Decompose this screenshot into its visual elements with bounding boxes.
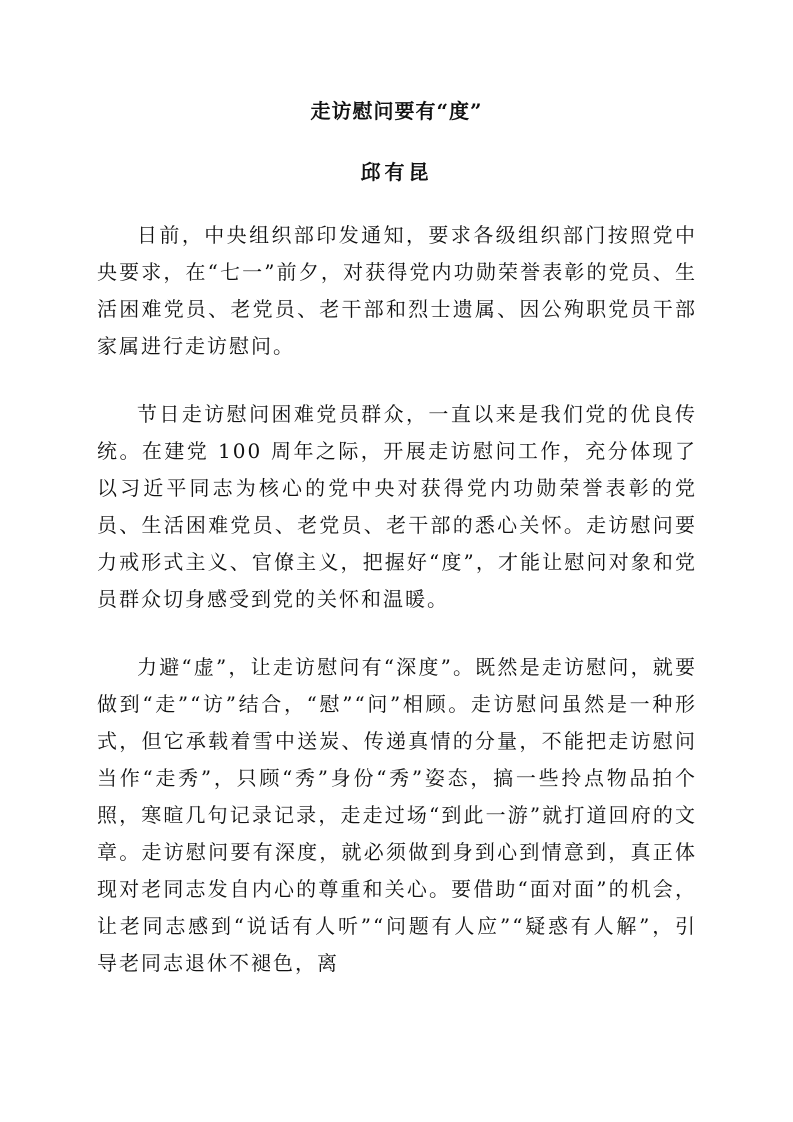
paragraph-2: 节日走访慰问困难党员群众，一直以来是我们党的优良传统。在建党 100 周年之际，开展走访慰问工作，充分体现了以习近平同志为核心的党中央对获得党内功勋荣誉表彰的党员、生活困难党员、老党员、老干部的悉心关怀。走访慰问要力戒形式主义、官僚主义，把握好“度”，才能让慰问对象和党员群众切身感受到党的关怀和温暖。 xyxy=(97,402,697,611)
paragraph-1: 日前，中央组织部印发通知，要求各级组织部门按照党中央要求，在“七一”前夕，对获得党内功勋荣誉表彰的党员、生活困难党员、老党员、老干部和烈士遗属、因公殉职党员干部家属进行走访慰问。 xyxy=(97,223,697,358)
document-title: 走访慰问要有“度” xyxy=(310,99,483,123)
paragraph-3: 力避“虚”，让走访慰问有“深度”。既然是走访慰问，就要做到“走”“访”结合，“慰”“问”相顾。走访慰问虽然是一种形式，但它承载着雪中送炭、传递真情的分量，不能把走访慰问当作“走秀”，只顾“秀”身份“秀”姿态，搞一些拎点物品拍个照，寒暄几句记录记录，走走过场“到此一游”就打道回府的文章。走访慰问要有深度，就必须做到身到心到情意到，真正体现对老同志发自内心的尊重和关心。要借助“面对面”的机会，让老同志感到“说话有人听”“问题有人应”“疑惑有人解”，引导老同志退休不褪色，离 xyxy=(97,655,697,975)
document-author: 邱有昆 xyxy=(360,160,433,184)
document-body xyxy=(97,217,697,1013)
